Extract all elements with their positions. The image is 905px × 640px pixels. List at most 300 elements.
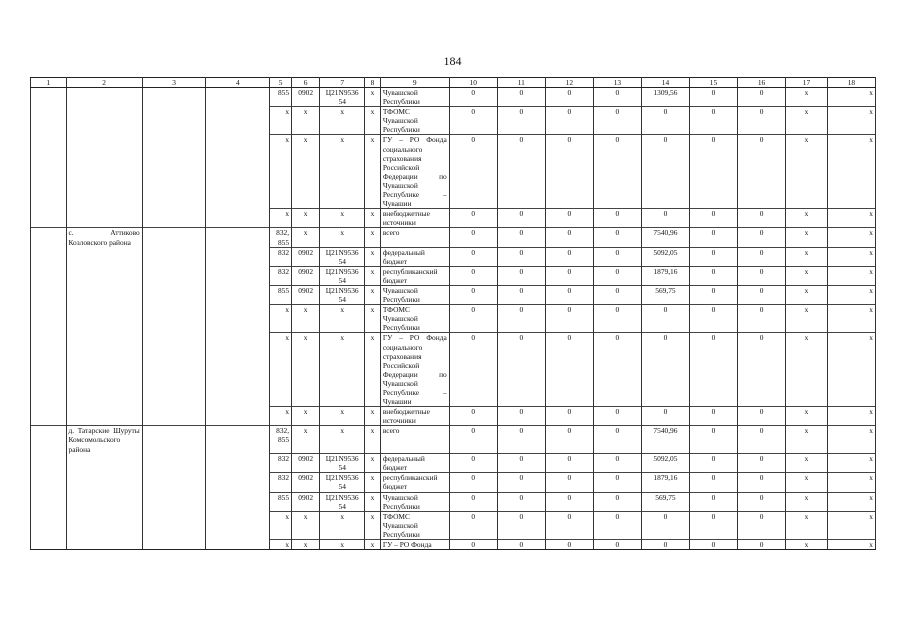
table-row [31, 540, 876, 550]
value-cell-6: 0902 [292, 88, 320, 107]
source-cell: республиканский бюджет [380, 266, 449, 285]
empty-cell [31, 511, 67, 539]
value-cell-16: 0 [738, 407, 786, 426]
table-row [31, 247, 876, 266]
value-cell-14: 0 [641, 135, 689, 209]
value-cell-7: Ц21N9536 54 [320, 473, 365, 492]
value-cell-12: 0 [545, 228, 593, 247]
value-cell-14: 1879,16 [641, 266, 689, 285]
empty-cell [206, 454, 270, 473]
empty-cell [31, 454, 67, 473]
table-row [31, 285, 876, 304]
value-cell-12: 0 [545, 426, 593, 454]
source-cell: ГУ – РО Фонда социального страхования Российской Федерации по Чувашской Республике – Чувашии [380, 135, 449, 209]
value-cell-15: 0 [689, 266, 737, 285]
value-cell-10: 0 [449, 247, 497, 266]
value-cell-5: x [270, 540, 292, 550]
value-cell-12: 0 [545, 305, 593, 333]
column-header-18: 18 [827, 78, 875, 88]
value-cell-18: x [827, 407, 875, 426]
value-cell-8: x [365, 107, 381, 135]
value-cell-8: x [365, 407, 381, 426]
value-cell-6: x [292, 540, 320, 550]
column-header-12: 12 [545, 78, 593, 88]
source-cell: республиканский бюджет [380, 473, 449, 492]
value-cell-6: x [292, 305, 320, 333]
value-cell-7: x [320, 107, 365, 135]
place-cell [66, 88, 142, 107]
place-cell: с. Аттиково Козловского района [66, 228, 142, 247]
column-header-2: 2 [66, 78, 142, 88]
empty-cell [142, 247, 206, 266]
empty-cell [206, 88, 270, 107]
value-cell-11: 0 [497, 333, 545, 407]
value-cell-15: 0 [689, 247, 737, 266]
value-cell-11: 0 [497, 266, 545, 285]
value-cell-14: 1309,56 [641, 88, 689, 107]
value-cell-7: Ц21N9536 54 [320, 454, 365, 473]
column-header-7: 7 [320, 78, 365, 88]
empty-cell [31, 266, 67, 285]
value-cell-14: 0 [641, 407, 689, 426]
value-cell-18: x [827, 247, 875, 266]
column-header-5: 5 [270, 78, 292, 88]
empty-cell [142, 305, 206, 333]
empty-cell [206, 473, 270, 492]
value-cell-16: 0 [738, 247, 786, 266]
empty-cell [31, 247, 67, 266]
value-cell-11: 0 [497, 228, 545, 247]
value-cell-14: 569,75 [641, 492, 689, 511]
empty-cell [206, 266, 270, 285]
value-cell-8: x [365, 228, 381, 247]
value-cell-6: 0902 [292, 266, 320, 285]
empty-cell [142, 426, 206, 454]
value-cell-13: 0 [593, 426, 641, 454]
value-cell-15: 0 [689, 135, 737, 209]
column-header-13: 13 [593, 78, 641, 88]
value-cell-8: x [365, 305, 381, 333]
value-cell-17: x [786, 473, 828, 492]
column-header-6: 6 [292, 78, 320, 88]
value-cell-18: x [827, 426, 875, 454]
value-cell-15: 0 [689, 228, 737, 247]
value-cell-12: 0 [545, 511, 593, 539]
value-cell-11: 0 [497, 426, 545, 454]
value-cell-15: 0 [689, 511, 737, 539]
table-row [31, 407, 876, 426]
value-cell-11: 0 [497, 247, 545, 266]
value-cell-14: 5092,05 [641, 247, 689, 266]
empty-cell [31, 107, 67, 135]
empty-cell [206, 135, 270, 209]
value-cell-18: x [827, 228, 875, 247]
table-row [31, 454, 876, 473]
value-cell-18: x [827, 454, 875, 473]
value-cell-12: 0 [545, 492, 593, 511]
value-cell-10: 0 [449, 540, 497, 550]
value-cell-18: x [827, 305, 875, 333]
value-cell-5: x [270, 209, 292, 228]
value-cell-13: 0 [593, 305, 641, 333]
value-cell-12: 0 [545, 247, 593, 266]
source-cell: ТФОМС Чувашской Республики [380, 107, 449, 135]
empty-cell [206, 511, 270, 539]
value-cell-5: x [270, 305, 292, 333]
value-cell-8: x [365, 266, 381, 285]
empty-cell [142, 473, 206, 492]
empty-cell [31, 426, 67, 454]
value-cell-5: 832 [270, 247, 292, 266]
value-cell-7: x [320, 135, 365, 209]
value-cell-10: 0 [449, 266, 497, 285]
value-cell-6: x [292, 407, 320, 426]
source-cell: ГУ – РО Фонда [380, 540, 449, 550]
empty-cell [142, 228, 206, 247]
value-cell-15: 0 [689, 492, 737, 511]
value-cell-10: 0 [449, 209, 497, 228]
table-row [31, 426, 876, 454]
value-cell-7: x [320, 333, 365, 407]
value-cell-7: Ц21N9536 54 [320, 492, 365, 511]
empty-cell [206, 305, 270, 333]
empty-cell [142, 333, 206, 407]
value-cell-11: 0 [497, 407, 545, 426]
empty-cell [206, 247, 270, 266]
value-cell-14: 0 [641, 107, 689, 135]
value-cell-17: x [786, 492, 828, 511]
empty-cell [206, 285, 270, 304]
value-cell-13: 0 [593, 333, 641, 407]
value-cell-11: 0 [497, 540, 545, 550]
empty-cell [31, 407, 67, 426]
value-cell-18: x [827, 492, 875, 511]
value-cell-16: 0 [738, 135, 786, 209]
table-body [31, 88, 876, 550]
page-number: 184 [443, 54, 462, 68]
value-cell-11: 0 [497, 285, 545, 304]
column-header-1: 1 [31, 78, 67, 88]
value-cell-5: x [270, 333, 292, 407]
value-cell-13: 0 [593, 266, 641, 285]
empty-cell [206, 540, 270, 550]
value-cell-11: 0 [497, 305, 545, 333]
value-cell-16: 0 [738, 492, 786, 511]
value-cell-7: x [320, 228, 365, 247]
value-cell-17: x [786, 454, 828, 473]
value-cell-10: 0 [449, 135, 497, 209]
table-row [31, 305, 876, 333]
value-cell-17: x [786, 247, 828, 266]
column-header-14: 14 [641, 78, 689, 88]
value-cell-16: 0 [738, 333, 786, 407]
empty-cell [142, 209, 206, 228]
value-cell-16: 0 [738, 266, 786, 285]
value-cell-13: 0 [593, 492, 641, 511]
value-cell-14: 5092,05 [641, 454, 689, 473]
empty-cell [206, 333, 270, 407]
place-cell [66, 209, 142, 228]
value-cell-14: 0 [641, 511, 689, 539]
value-cell-7: x [320, 305, 365, 333]
value-cell-16: 0 [738, 511, 786, 539]
value-cell-18: x [827, 88, 875, 107]
value-cell-18: x [827, 473, 875, 492]
value-cell-12: 0 [545, 209, 593, 228]
budget-table [30, 77, 876, 550]
empty-cell [206, 228, 270, 247]
value-cell-7: x [320, 407, 365, 426]
value-cell-6: 0902 [292, 492, 320, 511]
value-cell-10: 0 [449, 285, 497, 304]
value-cell-16: 0 [738, 540, 786, 550]
value-cell-8: x [365, 247, 381, 266]
value-cell-17: x [786, 209, 828, 228]
value-cell-8: x [365, 333, 381, 407]
value-cell-7: Ц21N9536 54 [320, 285, 365, 304]
value-cell-15: 0 [689, 285, 737, 304]
value-cell-14: 1879,16 [641, 473, 689, 492]
value-cell-10: 0 [449, 107, 497, 135]
value-cell-15: 0 [689, 540, 737, 550]
place-cell [66, 135, 142, 209]
value-cell-15: 0 [689, 407, 737, 426]
column-header-3: 3 [142, 78, 206, 88]
value-cell-6: x [292, 209, 320, 228]
empty-cell [31, 492, 67, 511]
value-cell-17: x [786, 266, 828, 285]
value-cell-13: 0 [593, 511, 641, 539]
value-cell-16: 0 [738, 88, 786, 107]
empty-cell [142, 540, 206, 550]
value-cell-13: 0 [593, 407, 641, 426]
value-cell-16: 0 [738, 473, 786, 492]
value-cell-14: 7540,96 [641, 228, 689, 247]
source-cell: внебюджетные источники [380, 407, 449, 426]
value-cell-6: 0902 [292, 473, 320, 492]
value-cell-12: 0 [545, 540, 593, 550]
value-cell-13: 0 [593, 88, 641, 107]
source-cell: ТФОМС Чувашской Республики [380, 305, 449, 333]
empty-cell [142, 407, 206, 426]
value-cell-17: x [786, 285, 828, 304]
value-cell-11: 0 [497, 473, 545, 492]
value-cell-12: 0 [545, 333, 593, 407]
value-cell-18: x [827, 107, 875, 135]
value-cell-15: 0 [689, 107, 737, 135]
empty-cell [31, 285, 67, 304]
source-cell: всего [380, 426, 449, 454]
empty-cell [206, 492, 270, 511]
value-cell-10: 0 [449, 492, 497, 511]
table-row [31, 88, 876, 107]
place-cell [66, 407, 142, 426]
value-cell-13: 0 [593, 228, 641, 247]
empty-cell [206, 209, 270, 228]
table-row [31, 511, 876, 539]
empty-cell [142, 511, 206, 539]
value-cell-8: x [365, 285, 381, 304]
value-cell-12: 0 [545, 88, 593, 107]
value-cell-6: x [292, 228, 320, 247]
source-cell: Чувашской Республики [380, 88, 449, 107]
empty-cell [31, 228, 67, 247]
empty-cell [31, 540, 67, 550]
value-cell-14: 7540,96 [641, 426, 689, 454]
value-cell-15: 0 [689, 333, 737, 407]
value-cell-18: x [827, 135, 875, 209]
source-cell: ГУ – РО Фонда социального страхования Российской Федерации по Чувашской Республике – Чувашии [380, 333, 449, 407]
source-cell: федеральный бюджет [380, 454, 449, 473]
value-cell-17: x [786, 305, 828, 333]
table-row [31, 209, 876, 228]
table-row [31, 492, 876, 511]
empty-cell [142, 135, 206, 209]
value-cell-6: x [292, 511, 320, 539]
value-cell-5: 832 [270, 454, 292, 473]
value-cell-7: x [320, 426, 365, 454]
column-header-8: 8 [365, 78, 381, 88]
value-cell-17: x [786, 540, 828, 550]
place-cell [66, 266, 142, 285]
value-cell-10: 0 [449, 426, 497, 454]
value-cell-6: 0902 [292, 247, 320, 266]
value-cell-16: 0 [738, 228, 786, 247]
value-cell-10: 0 [449, 305, 497, 333]
value-cell-17: x [786, 426, 828, 454]
value-cell-10: 0 [449, 473, 497, 492]
value-cell-5: x [270, 407, 292, 426]
place-cell [66, 511, 142, 539]
value-cell-16: 0 [738, 454, 786, 473]
value-cell-5: 855 [270, 88, 292, 107]
value-cell-15: 0 [689, 454, 737, 473]
value-cell-13: 0 [593, 454, 641, 473]
value-cell-12: 0 [545, 454, 593, 473]
value-cell-11: 0 [497, 511, 545, 539]
value-cell-11: 0 [497, 135, 545, 209]
value-cell-6: 0902 [292, 454, 320, 473]
value-cell-8: x [365, 454, 381, 473]
empty-cell [31, 305, 67, 333]
empty-cell [142, 454, 206, 473]
value-cell-15: 0 [689, 305, 737, 333]
empty-cell [31, 333, 67, 407]
source-cell: внебюджетные источники [380, 209, 449, 228]
value-cell-6: 0902 [292, 285, 320, 304]
value-cell-18: x [827, 285, 875, 304]
value-cell-15: 0 [689, 88, 737, 107]
place-cell [66, 285, 142, 304]
value-cell-5: 855 [270, 492, 292, 511]
source-cell: ТФОМС Чувашской Республики [380, 511, 449, 539]
value-cell-18: x [827, 209, 875, 228]
value-cell-17: x [786, 107, 828, 135]
value-cell-16: 0 [738, 107, 786, 135]
value-cell-17: x [786, 88, 828, 107]
table-row [31, 473, 876, 492]
source-cell: федеральный бюджет [380, 247, 449, 266]
value-cell-6: x [292, 135, 320, 209]
value-cell-11: 0 [497, 107, 545, 135]
value-cell-12: 0 [545, 107, 593, 135]
column-header-4: 4 [206, 78, 270, 88]
table-header [31, 78, 876, 88]
place-cell [66, 107, 142, 135]
value-cell-11: 0 [497, 492, 545, 511]
value-cell-17: x [786, 333, 828, 407]
value-cell-18: x [827, 511, 875, 539]
empty-cell [142, 492, 206, 511]
value-cell-5: 832, 855 [270, 426, 292, 454]
value-cell-16: 0 [738, 209, 786, 228]
value-cell-5: 832 [270, 266, 292, 285]
empty-cell [142, 88, 206, 107]
value-cell-8: x [365, 88, 381, 107]
value-cell-13: 0 [593, 285, 641, 304]
empty-cell [142, 266, 206, 285]
value-cell-8: x [365, 511, 381, 539]
value-cell-16: 0 [738, 285, 786, 304]
value-cell-5: 855 [270, 285, 292, 304]
value-cell-13: 0 [593, 247, 641, 266]
value-cell-8: x [365, 540, 381, 550]
value-cell-10: 0 [449, 333, 497, 407]
place-cell [66, 247, 142, 266]
value-cell-11: 0 [497, 454, 545, 473]
value-cell-18: x [827, 266, 875, 285]
place-cell [66, 473, 142, 492]
value-cell-7: Ц21N9536 54 [320, 247, 365, 266]
empty-cell [206, 107, 270, 135]
place-cell: д. Татарские Шуруты Комсомольского района [66, 426, 142, 454]
value-cell-14: 569,75 [641, 285, 689, 304]
value-cell-17: x [786, 511, 828, 539]
empty-cell [142, 107, 206, 135]
value-cell-11: 0 [497, 88, 545, 107]
value-cell-10: 0 [449, 88, 497, 107]
value-cell-8: x [365, 209, 381, 228]
column-header-16: 16 [738, 78, 786, 88]
place-cell [66, 305, 142, 333]
value-cell-5: 832, 855 [270, 228, 292, 247]
header-row [31, 78, 876, 88]
table-row [31, 266, 876, 285]
value-cell-5: x [270, 511, 292, 539]
empty-cell [206, 407, 270, 426]
value-cell-8: x [365, 473, 381, 492]
value-cell-17: x [786, 135, 828, 209]
column-header-15: 15 [689, 78, 737, 88]
table-row [31, 228, 876, 247]
value-cell-17: x [786, 228, 828, 247]
value-cell-16: 0 [738, 426, 786, 454]
column-header-17: 17 [786, 78, 828, 88]
value-cell-11: 0 [497, 209, 545, 228]
value-cell-14: 0 [641, 305, 689, 333]
value-cell-6: x [292, 107, 320, 135]
empty-cell [31, 473, 67, 492]
place-cell [66, 333, 142, 407]
value-cell-15: 0 [689, 209, 737, 228]
value-cell-10: 0 [449, 228, 497, 247]
value-cell-13: 0 [593, 473, 641, 492]
value-cell-5: 832 [270, 473, 292, 492]
value-cell-14: 0 [641, 333, 689, 407]
value-cell-13: 0 [593, 135, 641, 209]
value-cell-5: x [270, 135, 292, 209]
value-cell-12: 0 [545, 285, 593, 304]
